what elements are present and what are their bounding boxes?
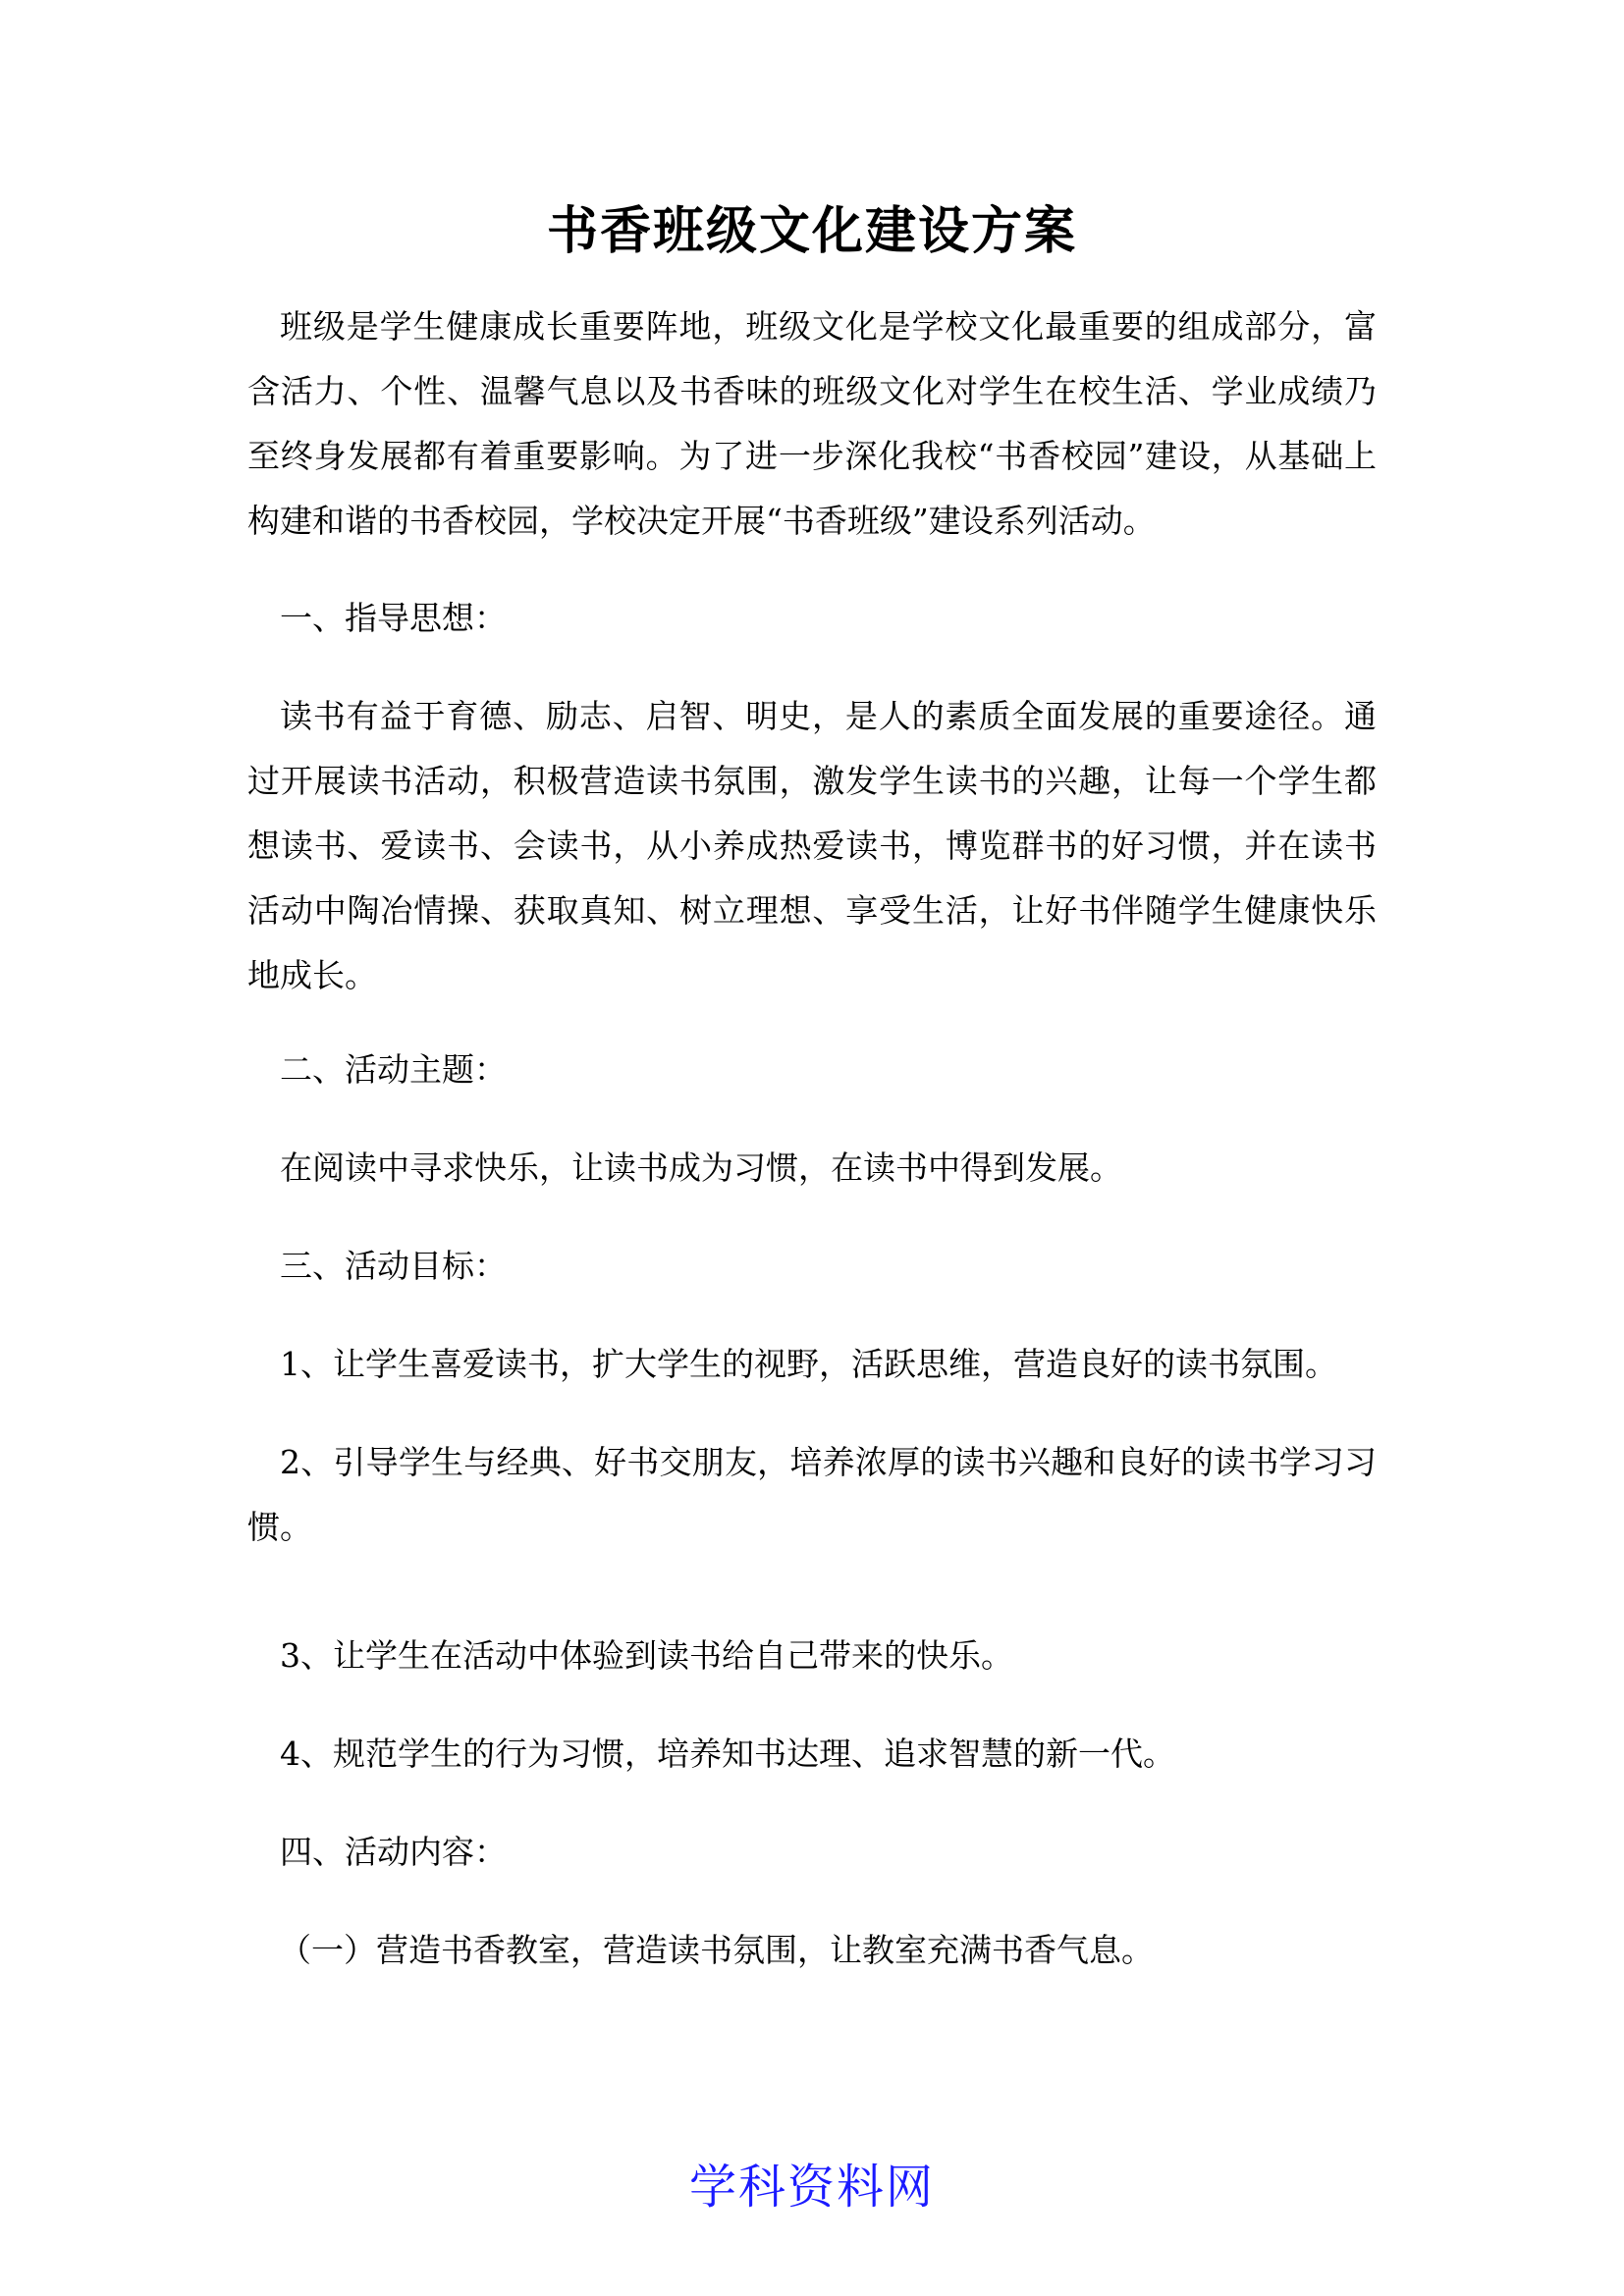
goal-item-4: 4、规范学生的行为习惯，培养知书达理、追求智慧的新一代。: [280, 1735, 1175, 1773]
guiding-thought-paragraph: 读书有益于育德、励志、启智、明史，是人的素质全面发展的重要途径。通过开展读书活动，积极营造读书氛围，激发学生读书的兴趣，让每一个学生都想读书、爱读书、会读书，从小养成热爱读书，博览群书的好习惯，并在读书活动中陶冶情操、获取真知、树立理想、享受生活，让好书伴随学生健康快乐地成长。: [247, 697, 1377, 994]
section-heading-activity-theme: 二、活动主题：: [280, 1050, 507, 1089]
goal-item-3: 3、让学生在活动中体验到读书给自己带来的快乐。: [280, 1636, 1013, 1675]
intro-paragraph: 班级是学生健康成长重要阵地，班级文化是学校文化最重要的组成部分，富含活力、个性、温馨气息以及书香味的班级文化对学生在校生活、学业成绩乃至终身发展都有着重要影响。为了进一步深化我校“书香校园”建设，从基础上构建和谐的书香校园，学校决定开展“书香班级”建设系列活动。: [247, 307, 1377, 540]
document-title: 书香班级文化建设方案: [546, 201, 1077, 261]
content-item-1: （一）营造书香教室，营造读书氛围，让教室充满书香气息。: [279, 1931, 1154, 1969]
section-heading-activity-goals: 三、活动目标：: [280, 1247, 507, 1285]
goal-item-1: 1、让学生喜爱读书，扩大学生的视野，活跃思维，营造良好的读书氛围。: [280, 1345, 1337, 1383]
section-heading-guiding-thought: 一、指导思想：: [280, 599, 507, 637]
footer-watermark: 学科资料网: [688, 2160, 935, 2215]
section-heading-activity-content: 四、活动内容：: [280, 1833, 507, 1871]
activity-theme-paragraph: 在阅读中寻求快乐，让读书成为习惯，在读书中得到发展。: [280, 1148, 1122, 1187]
goal-item-2: 2、引导学生与经典、好书交朋友，培养浓厚的读书兴趣和良好的读书学习习惯。: [247, 1443, 1377, 1546]
